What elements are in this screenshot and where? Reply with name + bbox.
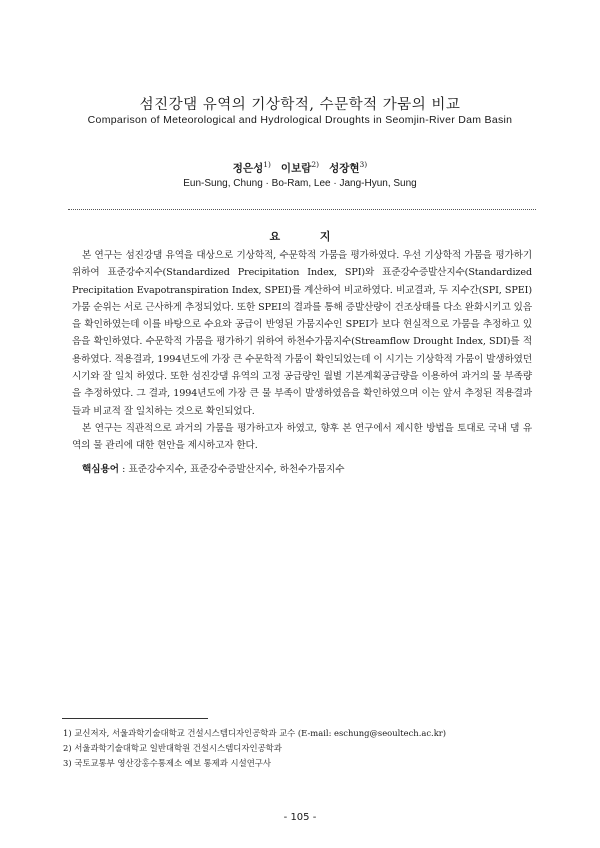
section-divider [68,209,536,210]
footnotes [63,726,446,771]
paper-title-english: Comparison of Meteorological and Hydrological Droughts in Seomjin-River Dam Basin [87,114,513,126]
abstract-paragraph: 본 연구는 직관적으로 과거의 가뭄을 평가하고자 하였고, 향후 본 연구에서 제시한 방법을 토대로 국내 댐 유역의 물 관리에 대한 현안을 제시하고자 한다. [72,422,532,452]
author-name: 성장현 [329,162,360,175]
keywords-line [82,461,345,475]
author-name: 이보람 [280,162,312,175]
keywords-label: 핵심용어 [82,464,120,475]
footnote-rule [62,718,208,719]
footnote-item: 3) 국토교통부 영산강홍수통제소 예보 통제과 시설연구사 [63,758,271,768]
author-affiliation-mark: 1) [263,160,271,169]
page-number: - 105 - [283,812,317,823]
author-list-english: Eun-Sung, Chung · Bo-Ram, Lee · Jang-Hyun, Sung [183,178,417,189]
keywords-separator: : [122,464,129,475]
author-list-korean [0,160,600,176]
paper-title-korean: 섬진강댐 유역의 기상학적, 수문학적 가뭄의 비교 [139,97,461,113]
author-affiliation-mark: 2) [311,160,320,169]
author-affiliation-mark: 3) [359,160,368,169]
abstract-heading: 요 지 [269,230,349,243]
abstract-body [72,247,532,455]
abstract-paragraph: 본 연구는 섬진강댐 유역을 대상으로 기상학적, 수문학적 가뭄을 평가하였다. 우선 기상학적 가뭄을 평가하기 위하여 표준강수지수(Standardized Precipitation Index, SPI)와 표준강수증발산지수(Standardized Precipitation Evapotranspiration Index, SPEI)를 계산하여 비교하였다. 비교결과, 두 지수간(SPI, SPEI) 가뭄 순위는 서로 근사하게 추정되었다. 또한 SPEI의 결과를 통해 증발산량이 건조상태를 다소 완화시키고 있음을 확인하였는데 이를 바탕으로 수요와 공급이 반영된 가뭄지수인 SPEI가 보다 현실적으로 가뭄을 추정하고 있음을 확인하였다. 수문학적 가뭄을 평가하기 위하여 하천수가뭄지수(Streamflow Drought Index, SDI)를 적용하였다. 적용결과, 1994년도에 가장 큰 수문학적 가뭄이 확인되었는데 이 시기는 기상학적 가뭄이 발생하였던 시기와 잘 일치 하였다. 또한 섬진강댐 유역의 고정 공급량인 월별 기본계획공급량을 이용하여 과거의 물 부족량을 추정하였다. 그 결과, 1994년도에 가장 큰 물 부족이 발생하였음을 확인하였으며 이는 앞서 추정된 적용결과들과 비교적 잘 일치하는 것으로 확인되었다. [72,250,532,417]
footnote-item: 1) 교신저자, 서울과학기술대학교 건설시스템디자인공학과 교수 (E-mail: eschung@seoultech.ac.kr) [63,728,447,738]
keywords-list: 표준강수지수, 표준강수증발산지수, 하천수가뭄지수 [128,464,345,475]
author-name: 정은성 [232,162,264,175]
footnote-item: 2) 서울과학기술대학교 일반대학원 건설시스템디자인공학과 [63,743,282,753]
